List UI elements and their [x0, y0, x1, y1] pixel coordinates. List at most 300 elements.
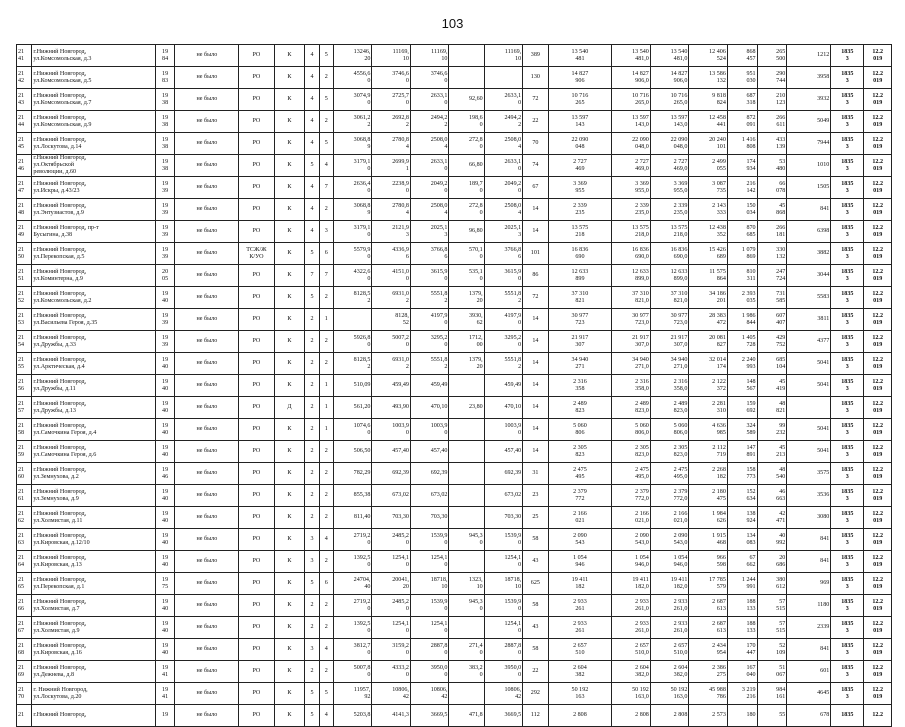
entrances-cell: 4: [319, 705, 333, 727]
fund-type-cell: РО: [239, 507, 274, 529]
cost-region-cell: 4 636 985: [689, 419, 728, 441]
unit-cost-cell: 678: [787, 705, 831, 727]
residential-area-cell: 4197,9 0: [410, 309, 449, 331]
residential-area-cell: 3615,9 0: [410, 265, 449, 287]
year-built-cell: 19 40: [155, 375, 175, 397]
cost-owners-cell: 290 744: [757, 67, 787, 89]
address-cell: г.Нижний Новгород, ул.Комсомольская, д.7: [32, 89, 155, 111]
year-built-cell: 19 38: [155, 111, 175, 133]
owned-area-cell: 673,02: [484, 485, 523, 507]
cost-fund-cell: 2 166 021,0: [650, 507, 689, 529]
residential-area-cell: 459,49: [410, 375, 449, 397]
floors-cell: 2: [305, 375, 319, 397]
cost-fund-cell: 2 475 495,0: [650, 463, 689, 485]
cost-fund-cell: 10 716 265,0: [650, 89, 689, 111]
cost-city-cell: 150 034: [727, 199, 757, 221]
wall-material-cell: К: [274, 463, 305, 485]
nonresidential-area-cell: [449, 617, 484, 639]
year-built-cell: 19 40: [155, 595, 175, 617]
owned-area-cell: 18718, 10: [484, 573, 523, 595]
total-area-cell: 510,09: [333, 375, 372, 397]
unit-cost-cell: 5041: [787, 441, 831, 463]
table-row: [17, 683, 892, 705]
cost-region-cell: 32 014 174: [689, 353, 728, 375]
deadline-cell: 12.2 019: [864, 67, 892, 89]
repair-cost-cell: 3 369 955: [548, 177, 612, 199]
cost-owners-cell: 210 123: [757, 89, 787, 111]
address-cell: г.Нижний Новгород, ул.Октябрьской революции, д.60: [32, 155, 155, 177]
address-cell: г.Нижний Новгород, ул.Кировская, д.12/10: [32, 529, 155, 551]
row-number-cell: 21 69: [17, 661, 32, 683]
row-number-cell: 21 50: [17, 243, 32, 265]
row-number-cell: 21 64: [17, 551, 32, 573]
residents-cell: 67: [523, 177, 548, 199]
deadline-cell: 12.2 019: [864, 507, 892, 529]
deadline-cell: 12.2 019: [864, 89, 892, 111]
wall-material-cell: К: [274, 287, 305, 309]
wall-material-cell: К: [274, 419, 305, 441]
cost-city-cell: 180: [727, 705, 757, 727]
address-cell: г.Нижний Новгород, ул.Самочкина Героя, д.6: [32, 441, 155, 463]
cost-owners-cell: 380 612: [757, 573, 787, 595]
wall-material-cell: К: [274, 661, 305, 683]
housing-repair-table: [16, 44, 892, 727]
entrances-cell: 1: [319, 419, 333, 441]
row-number-cell: 21 60: [17, 463, 32, 485]
unit-cost-cell: 1505: [787, 177, 831, 199]
address-cell: г.Нижний Новгород, ул.Кировская, д.16: [32, 639, 155, 661]
cost-fund-cell: 19 411 182,0: [650, 573, 689, 595]
cost-city-cell: 67 662: [727, 551, 757, 573]
table-row: [17, 111, 892, 133]
total-area-cell: 2719,2 0: [333, 595, 372, 617]
year-built-cell: 19 39: [155, 177, 175, 199]
entrances-cell: 3: [319, 221, 333, 243]
cost-region-cell: 1 984 626: [689, 507, 728, 529]
premises-area-cell: 10806, 42: [372, 683, 411, 705]
table-row: [17, 45, 892, 67]
cost-city-cell: 1 416 808: [727, 133, 757, 155]
cost-owners-cell: 45 213: [757, 441, 787, 463]
residential-area-cell: 2508,0 4: [410, 133, 449, 155]
cost-city-cell: 1 986 844: [727, 309, 757, 331]
fund-type-cell: РО: [239, 133, 274, 155]
repair-cost-cell: 2 305 823: [548, 441, 612, 463]
total-area-cell: 8128,5 2: [333, 353, 372, 375]
entrances-cell: 2: [319, 507, 333, 529]
entrances-cell: 6: [319, 243, 333, 265]
cost-total-cell: 2 727 469,0: [612, 155, 651, 177]
nonresidential-area-cell: [449, 375, 484, 397]
entrances-cell: 2: [319, 463, 333, 485]
deadline-cell: 12.2 019: [864, 551, 892, 573]
fund-type-cell: РО: [239, 485, 274, 507]
floors-cell: 4: [305, 45, 319, 67]
nonresidential-area-cell: 271,4 0: [449, 639, 484, 661]
cost-owners-cell: 57 515: [757, 617, 787, 639]
owned-area-cell: 1539,9 0: [484, 529, 523, 551]
nonresidential-area-cell: [449, 463, 484, 485]
premises-area-cell: 20041, 20: [372, 573, 411, 595]
address-cell: г.Нижний Новгород, ул.Дружбы, д.33: [32, 331, 155, 353]
unit-cost-cell: 5041: [787, 419, 831, 441]
year-built-cell: 19: [155, 705, 175, 727]
row-number-cell: 21 61: [17, 485, 32, 507]
premises-area-cell: 2485,2 0: [372, 529, 411, 551]
cost-owners-cell: 51 067: [757, 661, 787, 683]
residential-area-cell: 2025,1 3: [410, 221, 449, 243]
previous-repair-cell: не было: [175, 111, 239, 133]
cost-city-cell: 2 393 035: [727, 287, 757, 309]
cost-region-cell: 12 438 352: [689, 221, 728, 243]
limit-cost-cell: 1835 3: [831, 45, 864, 67]
owned-area-cell: 4197,9 0: [484, 309, 523, 331]
fund-type-cell: РО: [239, 155, 274, 177]
cost-city-cell: 868 457: [727, 45, 757, 67]
residential-area-cell: 3950,0 0: [410, 661, 449, 683]
cost-region-cell: 2 687 613: [689, 617, 728, 639]
limit-cost-cell: 1835 3: [831, 595, 864, 617]
row-number-cell: 21 46: [17, 155, 32, 177]
wall-material-cell: К: [274, 683, 305, 705]
fund-type-cell: РО: [239, 199, 274, 221]
entrances-cell: 2: [319, 199, 333, 221]
year-built-cell: 19 40: [155, 419, 175, 441]
repair-cost-cell: 2 808: [548, 705, 612, 727]
deadline-cell: 12.2 019: [864, 529, 892, 551]
premises-area-cell: 2692,8 2: [372, 111, 411, 133]
entrances-cell: 2: [319, 353, 333, 375]
entrances-cell: 7: [319, 265, 333, 287]
premises-area-cell: 4141,3: [372, 705, 411, 727]
cost-fund-cell: 14 827 906,0: [650, 67, 689, 89]
nonresidential-area-cell: [449, 419, 484, 441]
cost-region-cell: 45 988 786: [689, 683, 728, 705]
unit-cost-cell: 6398: [787, 221, 831, 243]
unit-cost-cell: 3080: [787, 507, 831, 529]
cost-city-cell: 1 244 991: [727, 573, 757, 595]
floors-cell: 5: [305, 155, 319, 177]
fund-type-cell: РО: [239, 177, 274, 199]
premises-area-cell: 8128, 52: [372, 309, 411, 331]
cost-region-cell: 11 575 864: [689, 265, 728, 287]
repair-cost-cell: 12 633 899: [548, 265, 612, 287]
total-area-cell: [333, 309, 372, 331]
residential-area-cell: 2049,2 0: [410, 177, 449, 199]
repair-cost-cell: 13 575 218: [548, 221, 612, 243]
floors-cell: 4: [305, 221, 319, 243]
table-row: [17, 595, 892, 617]
deadline-cell: 12.2 019: [864, 287, 892, 309]
page-number: 103: [441, 16, 464, 31]
nonresidential-area-cell: 1379, 20: [449, 353, 484, 375]
total-area-cell: 5926,8 0: [333, 331, 372, 353]
cost-city-cell: 687 318: [727, 89, 757, 111]
floors-cell: 4: [305, 177, 319, 199]
residents-cell: 14: [523, 441, 548, 463]
cost-city-cell: 1 079 869: [727, 243, 757, 265]
wall-material-cell: К: [274, 441, 305, 463]
repair-cost-cell: 19 411 182: [548, 573, 612, 595]
residents-cell: 22: [523, 661, 548, 683]
floors-cell: 4: [305, 199, 319, 221]
cost-owners-cell: 55: [757, 705, 787, 727]
premises-area-cell: 2725,7 0: [372, 89, 411, 111]
owned-area-cell: 457,40: [484, 441, 523, 463]
cost-owners-cell: 52 109: [757, 639, 787, 661]
wall-material-cell: К: [274, 133, 305, 155]
entrances-cell: 1: [319, 375, 333, 397]
cost-region-cell: 966 598: [689, 551, 728, 573]
previous-repair-cell: не было: [175, 199, 239, 221]
limit-cost-cell: 1835 3: [831, 243, 864, 265]
total-area-cell: 5203,8: [333, 705, 372, 727]
fund-type-cell: РО: [239, 375, 274, 397]
entrances-cell: 5: [319, 683, 333, 705]
owned-area-cell: 2633,1 0: [484, 89, 523, 111]
cost-region-cell: 12 406 524: [689, 45, 728, 67]
cost-owners-cell: 48 540: [757, 463, 787, 485]
owned-area-cell: 459,49: [484, 375, 523, 397]
wall-material-cell: К: [274, 309, 305, 331]
deadline-cell: 12.2 019: [864, 463, 892, 485]
address-cell: г.Нижний Новгород, ул.Искры, д.43/23: [32, 177, 155, 199]
floors-cell: 4: [305, 67, 319, 89]
fund-type-cell: РО: [239, 353, 274, 375]
year-built-cell: 19 40: [155, 551, 175, 573]
residents-cell: 130: [523, 67, 548, 89]
residents-cell: 14: [523, 331, 548, 353]
previous-repair-cell: не было: [175, 705, 239, 727]
floors-cell: 2: [305, 617, 319, 639]
deadline-cell: 12.2 019: [864, 177, 892, 199]
residential-area-cell: 1254,1 0: [410, 617, 449, 639]
unit-cost-cell: 5583: [787, 287, 831, 309]
address-cell: г.Нижний Новгород, ул.Холмистая, д.9: [32, 617, 155, 639]
cost-fund-cell: 2 933 261,0: [650, 595, 689, 617]
residents-cell: 70: [523, 133, 548, 155]
cost-total-cell: 2 305 823,0: [612, 441, 651, 463]
unit-cost-cell: 841: [787, 551, 831, 573]
cost-fund-cell: 13 597 143,0: [650, 111, 689, 133]
wall-material-cell: К: [274, 375, 305, 397]
repair-cost-cell: 2 339 235: [548, 199, 612, 221]
wall-material-cell: К: [274, 89, 305, 111]
residential-area-cell: 3295,2 0: [410, 331, 449, 353]
address-cell: г.Нижний Новгород, ул.Кировская, д.13: [32, 551, 155, 573]
deadline-cell: 12.2 019: [864, 397, 892, 419]
row-number-cell: 21 57: [17, 397, 32, 419]
floors-cell: 5: [305, 287, 319, 309]
owned-area-cell: 10806, 42: [484, 683, 523, 705]
cost-city-cell: 324 589: [727, 419, 757, 441]
row-number-cell: 21 44: [17, 111, 32, 133]
repair-cost-cell: 2 604 382: [548, 661, 612, 683]
entrances-cell: 2: [319, 485, 333, 507]
floors-cell: 2: [305, 507, 319, 529]
premises-area-cell: 673,02: [372, 485, 411, 507]
cost-city-cell: 138 924: [727, 507, 757, 529]
wall-material-cell: К: [274, 331, 305, 353]
deadline-cell: 12.2 019: [864, 595, 892, 617]
premises-area-cell: 2238,9 0: [372, 177, 411, 199]
cost-total-cell: 50 192 163,0: [612, 683, 651, 705]
year-built-cell: 19 83: [155, 67, 175, 89]
year-built-cell: 19 38: [155, 133, 175, 155]
row-number-cell: 21 58: [17, 419, 32, 441]
limit-cost-cell: 1835 3: [831, 199, 864, 221]
repair-cost-cell: 30 977 723: [548, 309, 612, 331]
fund-type-cell: РО: [239, 331, 274, 353]
deadline-cell: 12.2 019: [864, 617, 892, 639]
unit-cost-cell: 4645: [787, 683, 831, 705]
owned-area-cell: 3295,2 0: [484, 331, 523, 353]
unit-cost-cell: 841: [787, 639, 831, 661]
previous-repair-cell: не было: [175, 221, 239, 243]
wall-material-cell: К: [274, 155, 305, 177]
entrances-cell: 2: [319, 441, 333, 463]
cost-total-cell: 22 090 048,0: [612, 133, 651, 155]
table-row: [17, 441, 892, 463]
wall-material-cell: К: [274, 243, 305, 265]
cost-owners-cell: 48 821: [757, 397, 787, 419]
cost-region-cell: 2 386 275: [689, 661, 728, 683]
residential-area-cell: 673,02: [410, 485, 449, 507]
residents-cell: 23: [523, 485, 548, 507]
unit-cost-cell: 969: [787, 573, 831, 595]
deadline-cell: 12.2 019: [864, 485, 892, 507]
nonresidential-area-cell: [449, 683, 484, 705]
year-built-cell: 19 39: [155, 331, 175, 353]
residential-area-cell: 11169, 10: [410, 45, 449, 67]
year-built-cell: 19 38: [155, 89, 175, 111]
owned-area-cell: 703,30: [484, 507, 523, 529]
residents-cell: 58: [523, 639, 548, 661]
repair-cost-cell: 14 827 906: [548, 67, 612, 89]
limit-cost-cell: 1835 3: [831, 507, 864, 529]
limit-cost-cell: 1835 3: [831, 265, 864, 287]
wall-material-cell: К: [274, 353, 305, 375]
cost-fund-cell: 1 054 946,0: [650, 551, 689, 573]
wall-material-cell: К: [274, 485, 305, 507]
repair-cost-cell: 16 836 690: [548, 243, 612, 265]
address-cell: г.Нижний Новгород, ул.Дружбы, д.13: [32, 397, 155, 419]
cost-total-cell: 13 540 481,0: [612, 45, 651, 67]
table-row: [17, 375, 892, 397]
cost-fund-cell: 12 633 899,0: [650, 265, 689, 287]
deadline-cell: 12.2 019: [864, 111, 892, 133]
deadline-cell: 12.2 019: [864, 441, 892, 463]
unit-cost-cell: 2339: [787, 617, 831, 639]
residential-area-cell: 2633,1 0: [410, 89, 449, 111]
total-area-cell: 2636,4 0: [333, 177, 372, 199]
address-cell: г.Нижний Новгород, ул.Коминтерна, д.9: [32, 265, 155, 287]
residents-cell: 14: [523, 353, 548, 375]
cost-city-cell: 174 934: [727, 155, 757, 177]
entrances-cell: 2: [319, 331, 333, 353]
cost-owners-cell: 53 480: [757, 155, 787, 177]
limit-cost-cell: 1835 3: [831, 133, 864, 155]
total-area-cell: 24704, 40: [333, 573, 372, 595]
deadline-cell: 12.2 019: [864, 199, 892, 221]
residential-area-cell: 5551,8 2: [410, 287, 449, 309]
year-built-cell: 19 40: [155, 287, 175, 309]
row-number-cell: 21 51: [17, 265, 32, 287]
cost-fund-cell: 37 310 821,0: [650, 287, 689, 309]
residential-area-cell: 1254,1 0: [410, 551, 449, 573]
wall-material-cell: К: [274, 265, 305, 287]
limit-cost-cell: 1835 3: [831, 177, 864, 199]
row-number-cell: 21 48: [17, 199, 32, 221]
total-area-cell: 2719,2 0: [333, 529, 372, 551]
cost-total-cell: 2 475 495,0: [612, 463, 651, 485]
total-area-cell: 5007,8 0: [333, 661, 372, 683]
cost-total-cell: 34 940 271,0: [612, 353, 651, 375]
year-built-cell: 19 40: [155, 441, 175, 463]
cost-city-cell: 159 692: [727, 397, 757, 419]
residential-area-cell: 5551,8 2: [410, 353, 449, 375]
cost-fund-cell: 2 305 823,0: [650, 441, 689, 463]
cost-total-cell: 2 808: [612, 705, 651, 727]
cost-city-cell: 810 311: [727, 265, 757, 287]
repair-cost-cell: 2 475 495: [548, 463, 612, 485]
residential-area-cell: 692,39: [410, 463, 449, 485]
year-built-cell: 19 40: [155, 353, 175, 375]
total-area-cell: 5579,9 0: [333, 243, 372, 265]
previous-repair-cell: не было: [175, 45, 239, 67]
floors-cell: 4: [305, 133, 319, 155]
repair-cost-cell: 2 933 261: [548, 617, 612, 639]
entrances-cell: 1: [319, 397, 333, 419]
cost-fund-cell: 13 575 218,0: [650, 221, 689, 243]
cost-total-cell: 21 917 307,0: [612, 331, 651, 353]
row-number-cell: 21 52: [17, 287, 32, 309]
limit-cost-cell: 1835 3: [831, 551, 864, 573]
table-row: [17, 639, 892, 661]
address-cell: г.Нижний Новгород, ул.Дружбы, д.11: [32, 375, 155, 397]
address-cell: г.Нижний Новгород, ул.Самочкина Героя, д.4: [32, 419, 155, 441]
floors-cell: 2: [305, 441, 319, 463]
total-area-cell: 4322,6 0: [333, 265, 372, 287]
cost-city-cell: 170 447: [727, 639, 757, 661]
year-built-cell: 19 40: [155, 639, 175, 661]
entrances-cell: 4: [319, 639, 333, 661]
nonresidential-area-cell: 92,60: [449, 89, 484, 111]
address-cell: г.Нижний Новгород, ул.Дежнева, д.8: [32, 661, 155, 683]
premises-area-cell: 2121,9 3: [372, 221, 411, 243]
fund-type-cell: РО: [239, 683, 274, 705]
deadline-cell: 12.2 019: [864, 309, 892, 331]
cost-city-cell: 167 040: [727, 661, 757, 683]
table-row: [17, 155, 892, 177]
entrances-cell: 6: [319, 573, 333, 595]
residents-cell: 43: [523, 617, 548, 639]
owned-area-cell: 5551,8 2: [484, 287, 523, 309]
fund-type-cell: РО: [239, 705, 274, 727]
residents-cell: 14: [523, 199, 548, 221]
premises-area-cell: 6931,0 2: [372, 287, 411, 309]
cost-city-cell: 216 142: [727, 177, 757, 199]
fund-type-cell: РО: [239, 309, 274, 331]
premises-area-cell: 4333,2 0: [372, 661, 411, 683]
limit-cost-cell: 1835 3: [831, 155, 864, 177]
owned-area-cell: 2025,1 3: [484, 221, 523, 243]
total-area-cell: 1074,6 0: [333, 419, 372, 441]
cost-owners-cell: 433 139: [757, 133, 787, 155]
cost-city-cell: 147 891: [727, 441, 757, 463]
wall-material-cell: К: [274, 221, 305, 243]
unit-cost-cell: 3536: [787, 485, 831, 507]
